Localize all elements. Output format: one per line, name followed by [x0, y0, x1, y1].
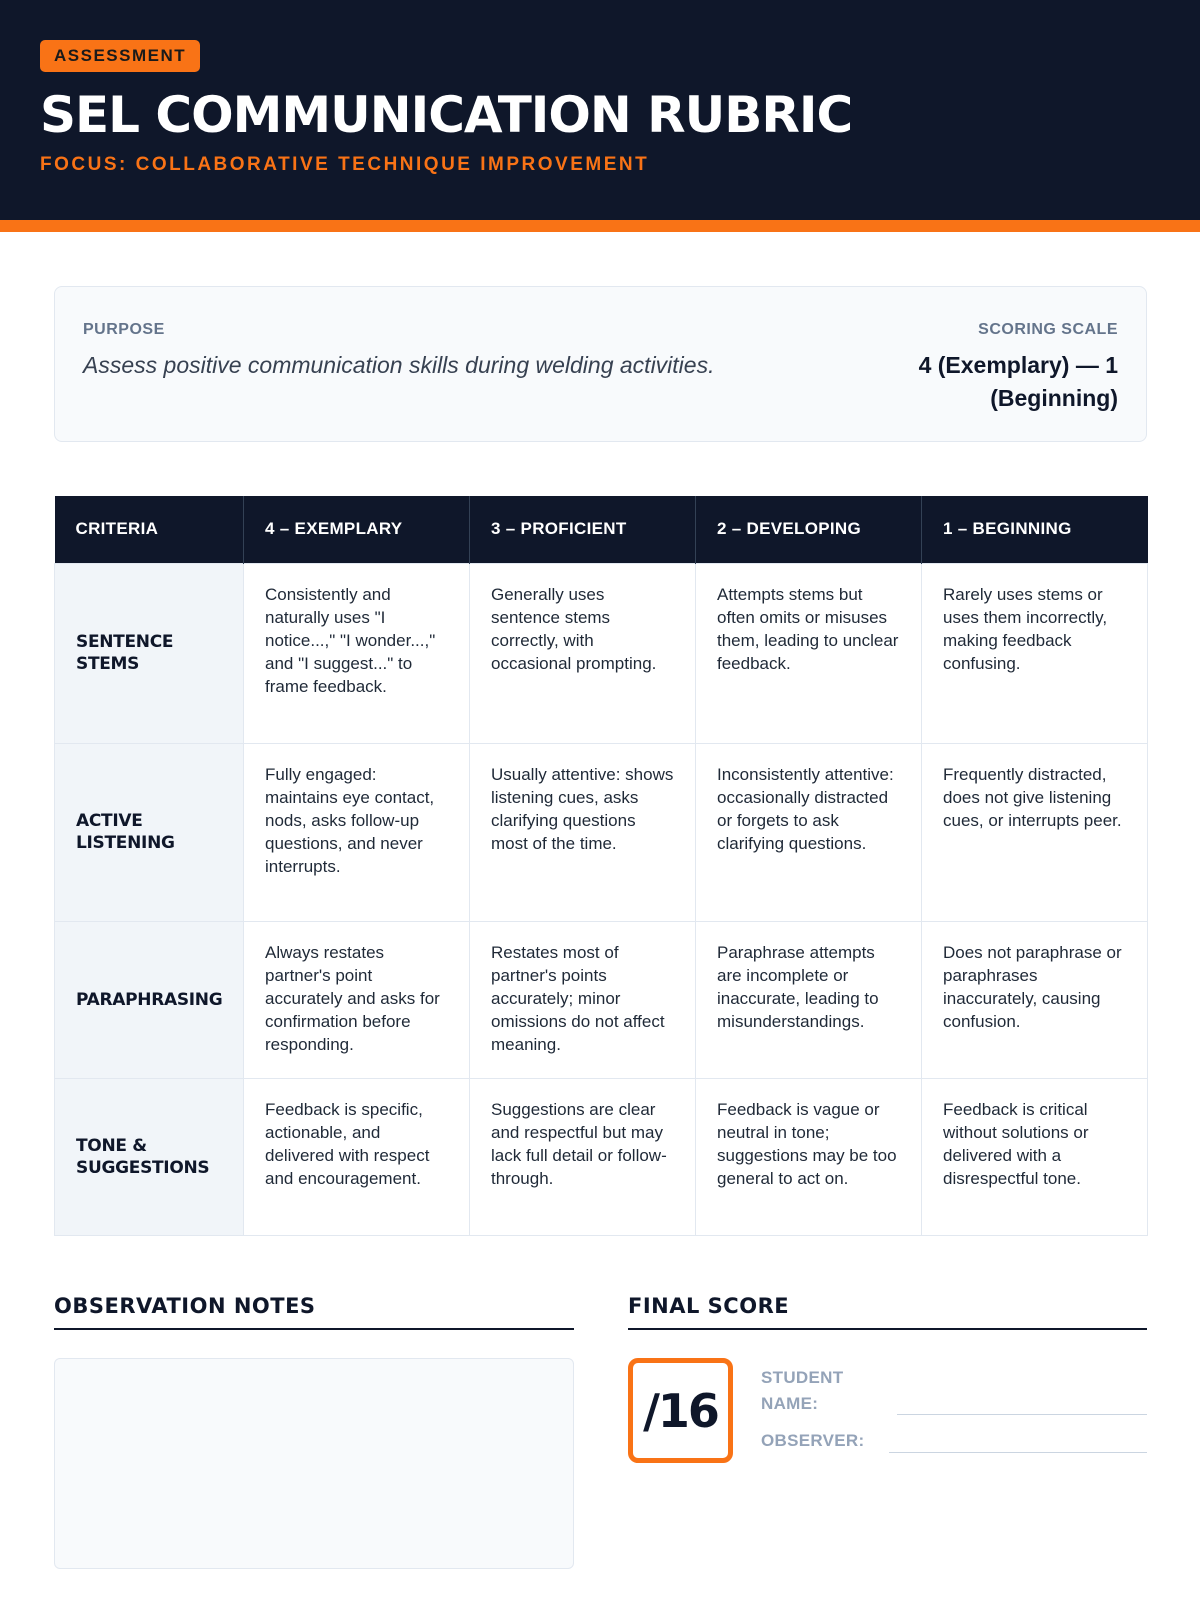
score-total: /16 — [643, 1383, 718, 1438]
rubric-cell: Consistently and naturally uses "I notice...," "I wonder...," and "I suggest..." to frame feedback. — [244, 563, 470, 743]
rubric-header-row — [55, 496, 1148, 563]
rubric-cell: Feedback is critical without solutions or delivered with a disrespectful tone. — [922, 1078, 1148, 1235]
observation-notes-box[interactable] — [54, 1358, 574, 1569]
rubric-cell: Rarely uses stems or uses them incorrectly, making feedback confusing. — [922, 563, 1148, 743]
rubric-cell: Generally uses sentence stems correctly, with occasional prompting. — [470, 563, 696, 743]
rubric-table — [54, 496, 1148, 1236]
assessment-badge: ASSESSMENT — [40, 40, 200, 72]
rubric-cell: Inconsistently attentive: occasionally distracted or forgets to ask clarifying questions. — [696, 743, 922, 921]
rubric-cell: Frequently distracted, does not give listening cues, or interrupts peer. — [922, 743, 1148, 921]
purpose-label: PURPOSE — [83, 321, 165, 338]
table-row — [55, 563, 1148, 743]
table-row — [55, 1078, 1148, 1235]
page-title: SEL COMMUNICATION RUBRIC — [40, 86, 853, 144]
rubric-cell: Feedback is specific, actionable, and delivered with respect and encouragement. — [244, 1078, 470, 1235]
column-header-criteria: CRITERIA — [55, 496, 244, 563]
rubric-cell: Fully engaged: maintains eye contact, nods, asks follow-up questions, and never interrupts. — [244, 743, 470, 921]
column-header-proficient: 3 – PROFICIENT — [470, 496, 696, 563]
criteria-cell: SENTENCE STEMS — [55, 563, 244, 743]
page-subtitle: FOCUS: COLLABORATIVE TECHNIQUE IMPROVEMENT — [40, 154, 650, 175]
column-header-beginning: 1 – BEGINNING — [922, 496, 1148, 563]
final-score-divider — [628, 1328, 1147, 1330]
header-accent-bar — [0, 220, 1200, 232]
final-score-title: FINAL SCORE — [628, 1294, 790, 1318]
purpose-panel — [54, 286, 1147, 442]
purpose-text: Assess positive communication skills during welding activities. — [83, 352, 715, 378]
table-row — [55, 743, 1148, 921]
criteria-cell: ACTIVE LISTENING — [55, 743, 244, 921]
observation-notes-title: OBSERVATION NOTES — [54, 1294, 316, 1318]
scoring-scale-text: 4 (Exemplary) — 1 (Beginning) — [918, 352, 1118, 411]
header-banner — [0, 0, 1200, 220]
student-name-label: STUDENT NAME: — [761, 1368, 844, 1413]
score-box[interactable] — [628, 1358, 733, 1463]
rubric-cell: Suggestions are clear and respectful but may lack full detail or follow-through. — [470, 1078, 696, 1235]
column-header-developing: 2 – DEVELOPING — [696, 496, 922, 563]
column-header-exemplary: 4 – EXEMPLARY — [244, 496, 470, 563]
rubric-cell: Feedback is vague or neutral in tone; suggestions may be too general to act on. — [696, 1078, 922, 1235]
rubric-cell: Does not paraphrase or paraphrases inaccurately, causing confusion. — [922, 921, 1148, 1078]
student-name-field[interactable] — [897, 1414, 1147, 1415]
rubric-cell: Attempts stems but often omits or misuses them, leading to unclear feedback. — [696, 563, 922, 743]
criteria-cell: TONE & SUGGESTIONS — [55, 1078, 244, 1235]
rubric-cell: Restates most of partner's points accurately; minor omissions do not affect meaning. — [470, 921, 696, 1078]
rubric-cell: Usually attentive: shows listening cues, asks clarifying questions most of the time. — [470, 743, 696, 921]
observer-field[interactable] — [889, 1452, 1147, 1453]
table-row — [55, 921, 1148, 1078]
rubric-cell: Always restates partner's point accurately and asks for confirmation before responding. — [244, 921, 470, 1078]
scoring-scale-label: SCORING SCALE — [978, 321, 1118, 338]
observation-notes-divider — [54, 1328, 574, 1330]
criteria-cell: PARAPHRASING — [55, 921, 244, 1078]
observer-label: OBSERVER: — [761, 1431, 865, 1450]
rubric-cell: Paraphrase attempts are incomplete or inaccurate, leading to misunderstandings. — [696, 921, 922, 1078]
